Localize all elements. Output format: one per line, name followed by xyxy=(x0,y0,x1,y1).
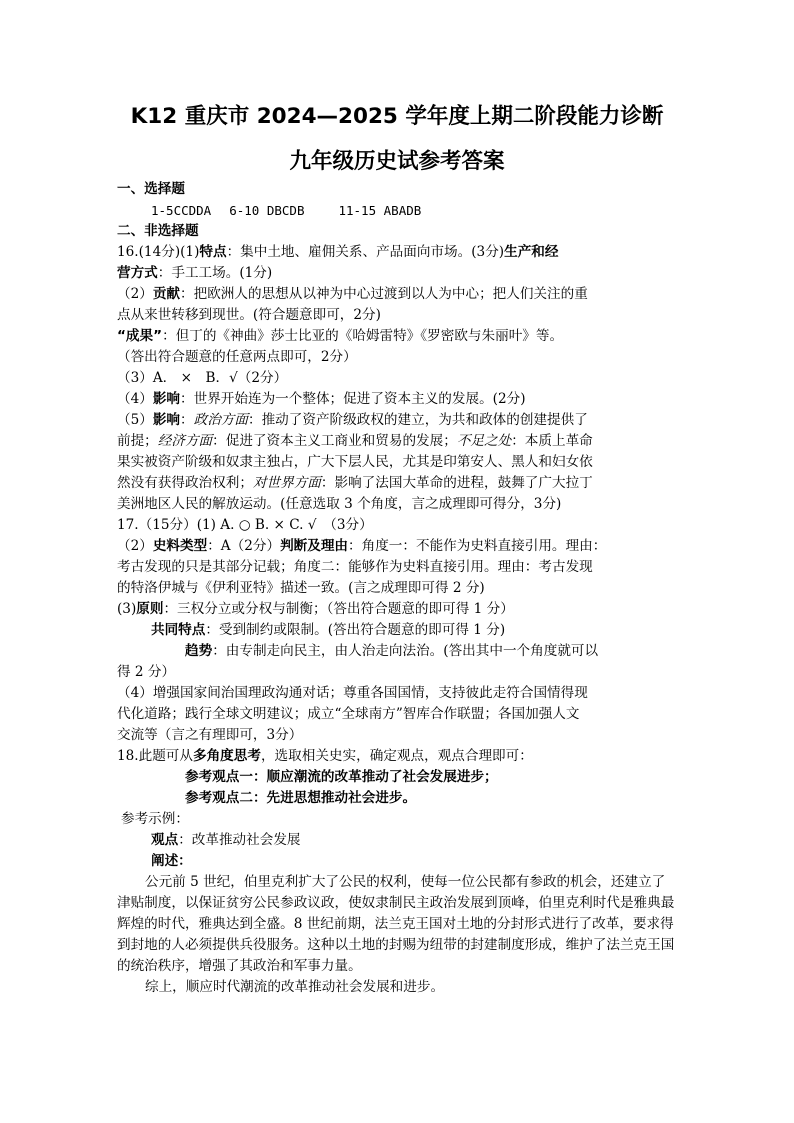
q18-elaboration-label: 阐述： xyxy=(151,853,192,869)
q16-line11: 果实被资产阶级和奴隶主独占，广大下层人民，尤其是印第安人、黑人和妇女依 xyxy=(117,454,593,470)
choice-answers-6-10: 6-10 DBCDB xyxy=(229,203,305,218)
document-title-line1: K12 重庆市 2024—2025 学年度上期二阶段能力诊断 xyxy=(130,104,664,129)
section2-heading: 二、非选择题 xyxy=(117,223,199,239)
document-title-line2: 九年级历史试参考答案 xyxy=(289,149,505,174)
q16-line1: 16.(14分)(1)特点：集中土地、雇佣关系、产品面向市场。(3分)生产和经 xyxy=(117,244,559,260)
q18-example-label: 参考示例： xyxy=(121,811,189,827)
q16-line8: （4）影响：世界开始连为一个整体；促进了资本主义的发展。(2分) xyxy=(117,391,526,407)
q17-line4: 的特洛伊城与《伊利亚特》描述一致。(言之成理即可得 2 分) xyxy=(117,580,485,596)
q16-line12: 然没有获得政治权利；对世界方面：影响了法国大革命的进程，鼓舞了广大拉丁 xyxy=(117,475,593,491)
q16-line5: “成果”：但丁的《神曲》莎士比亚的《哈姆雷特》《罗密欧与朱丽叶》等。 xyxy=(117,328,564,344)
q16-line3: （2）贡献：把欧洲人的思想从以神为中心过渡到以人为中心；把人们关注的重 xyxy=(117,286,588,302)
q16-line7: （3）A． × B．√（2分） xyxy=(117,370,288,386)
q18-viewpoint1: 参考观点一：顺应潮流的改革推动了社会发展进步； xyxy=(185,769,498,785)
q16-line10: 前提；经济方面：促进了资本主义工商业和贸易的发展；不足之处：本质上革命 xyxy=(117,433,593,449)
choice-answers-11-15: 11-15 ABADB xyxy=(338,203,422,218)
q18-viewpoint2: 参考观点二：先进思想推动社会进步。 xyxy=(185,790,417,806)
q16-line13: 美洲地区人民的解放运动。(任意选取 3 个角度，言之成理即可得分，3分) xyxy=(117,496,562,512)
q16-line4: 点从来世转移到现世。(符合题意即可，2分) xyxy=(117,307,381,323)
q17-line10: 代化道路；践行全球文明建议；成立“全球南方”智库合作联盟；各国加强人文 xyxy=(117,706,580,722)
q16-line9: （5）影响：政治方面：推动了资产阶级政权的建立，为共和政体的创建提供了 xyxy=(117,412,588,428)
q18-line1: 18.此题可从多角度思考，选取相关史实，确定观点，观点合理即可： xyxy=(117,748,533,764)
q16-line6: （答出符合题意的任意两点即可，2分） xyxy=(117,349,357,365)
q17-line11: 交流等（言之有理即可，3分） xyxy=(117,727,303,743)
q17-line7: 趋势：由专制走向民主，由人治走向法治。(答出其中一个角度就可以 xyxy=(185,643,599,659)
q17-line9: （4）增强国家间治国理政沟通对话；尊重各国国情，支持彼此走符合国情得现 xyxy=(117,685,588,701)
q16-line2: 营方式：手工工场。(1分) xyxy=(117,265,273,281)
section1-heading: 一、选择题 xyxy=(117,181,185,197)
q17-line8: 得 2 分） xyxy=(117,664,176,680)
q18-viewpoint-line: 观点：改革推动社会发展 xyxy=(151,832,301,848)
document-body xyxy=(117,179,677,998)
q17-line6: 共同特点：受到制约或限制。(答出符合题意的即可得 1 分) xyxy=(151,622,506,638)
choice-answers-1-5: 1-5CCDDA xyxy=(151,203,212,218)
q18-paragraph2: 综上，顺应时代潮流的改革推动社会发展和进步。 xyxy=(145,979,445,995)
q18-paragraph1: 公元前 5 世纪，伯里克利扩大了公民的权利，使每一位公民都有参政的机会，还建立了津贴制度，以保证贫穷公民参政议政，使奴隶制民主政治发展到顶峰，伯里克利时代是雅典最辉煌的时代，雅典达到全盛。8 世纪前期，法兰克王国对土地的分封形式进行了改革，要求得到封地的人必须提供兵役服务。这种以土地的封赐为纽带的封建制度形成，维护了法兰克王国的统治秩序，增强了其政治和军事力量。 xyxy=(117,874,675,974)
q17-line5: (3)原则：三权分立或分权与制衡；（答出符合题意的即可得 1 分） xyxy=(117,601,514,617)
q17-line2: （2）史料类型：A（2分）判断及理由：角度一：不能作为史料直接引用。理由： xyxy=(117,538,607,554)
q17-line3: 考古发现的只是其部分记载；角度二：能够作为史料直接引用。理由：考古发现 xyxy=(117,559,593,575)
q17-line1: 17.（15分）(1) A. ○ B. × C. √ （3分） xyxy=(117,517,373,533)
choice-answers xyxy=(117,200,677,221)
